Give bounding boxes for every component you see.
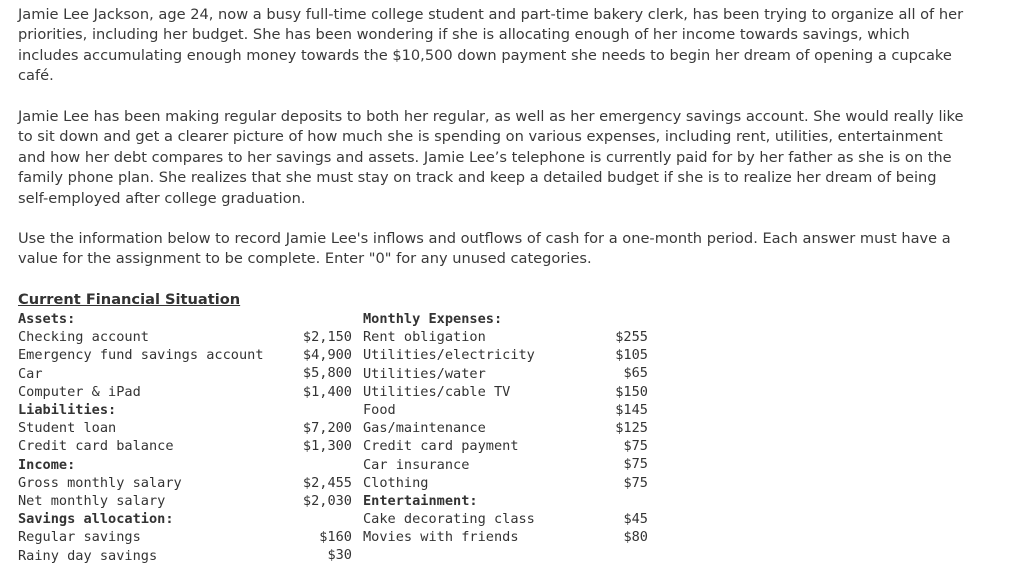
asset-row-label: Regular savings — [18, 529, 141, 546]
expense-row-amount: $255 — [615, 329, 648, 345]
expense-row-amount: $105 — [615, 347, 648, 364]
asset-row-amount: $2,455 — [302, 474, 352, 491]
expense-row-label: Utilities/cable TV — [363, 383, 511, 400]
expense-row-label: Cake decorating class — [363, 511, 535, 528]
expense-row-label: Movies with friends — [363, 529, 519, 546]
asset-row-label: Car — [18, 365, 43, 382]
asset-row-amount: $1,300 — [302, 438, 352, 455]
expense-row-amount: $65 — [623, 365, 648, 382]
expense-row-amount: $150 — [615, 383, 648, 400]
asset-row-label: Net monthly salary — [18, 493, 166, 509]
expense-row-label: Gas/maintenance — [363, 420, 486, 437]
expense-row-label: Food — [363, 402, 396, 418]
asset-row-amount: $2,030 — [302, 492, 352, 509]
asset-row-amount: $7,200 — [302, 420, 352, 436]
asset-row-label: Liabilities: — [18, 402, 117, 418]
savings-paragraph: Jamie Lee has been making regular deposits to both her regular, as well as her emergency savings account. She would really like to sit down and get a clearer picture of how much she is spending on various expenses, including rent, utilities, entertainment and how her debt compares to her savings and assets. Jamie Lee’s telephone is currently paid for by her father as she is on the family phone plan. She realizes that she must stay on track and keep a detailed budget if she is to realize her dream of being self-employed after college graduation. — [18, 108, 964, 207]
expense-row-label: Car insurance — [363, 456, 470, 473]
expense-row-label: Utilities/electricity — [363, 347, 535, 364]
asset-row-label: Gross monthly salary — [18, 474, 182, 491]
expense-row-amount: $80 — [623, 529, 648, 546]
asset-row-amount: $4,900 — [302, 347, 352, 364]
expense-row-amount: $125 — [615, 420, 648, 436]
asset-row-label: Assets: — [18, 311, 76, 327]
asset-row-label: Rainy day savings — [18, 547, 158, 564]
expense-row-label: Clothing — [363, 474, 429, 491]
asset-row-amount: $1,400 — [302, 383, 352, 400]
asset-row-amount: $2,150 — [302, 329, 352, 345]
asset-row-label: Credit card balance — [18, 438, 174, 455]
asset-row-label: Emergency fund savings account — [18, 347, 264, 364]
expense-row-amount: $75 — [623, 456, 648, 473]
asset-row-amount: $160 — [319, 529, 352, 546]
asset-row-label: Checking account — [18, 329, 149, 346]
expense-row-label: Monthly Expenses: — [363, 311, 503, 327]
asset-row-label: Student loan — [18, 420, 117, 437]
expense-row-label: Entertainment: — [363, 493, 478, 509]
instructions-paragraph: Use the information below to record Jamie Lee's inflows and outflows of cash for a one-month period. Each answer must have a value for the assignment to be complete. Enter "0" for any unused categories. — [18, 230, 951, 268]
expense-row-label: Utilities/water — [363, 365, 486, 382]
intro-paragraph: Jamie Lee Jackson, age 24, now a busy full-time college student and part-time bakery clerk, has been trying to organize all of her priorities, including her budget. She has been wondering if she is allocating enough of her income towards savings, which includes accumulating enough money towards the $10,500 down payment she needs to begin her dream of opening a cupcake café. — [18, 6, 964, 85]
expense-row-amount: $75 — [623, 438, 648, 455]
expense-row-amount: $145 — [615, 401, 648, 418]
asset-row-label: Savings allocation: — [18, 511, 174, 528]
expense-row-amount: $45 — [623, 511, 648, 527]
expense-row-label: Credit card payment — [363, 438, 519, 455]
asset-row-amount: $30 — [327, 547, 352, 564]
section-title: Current Financial Situation — [18, 291, 241, 308]
asset-row-label: Income: — [18, 456, 76, 473]
expense-row-amount: $75 — [623, 474, 648, 491]
asset-row-label: Computer & iPad — [18, 383, 141, 400]
expense-row-label: Rent obligation — [363, 329, 486, 346]
asset-row-amount: $5,800 — [302, 365, 352, 382]
